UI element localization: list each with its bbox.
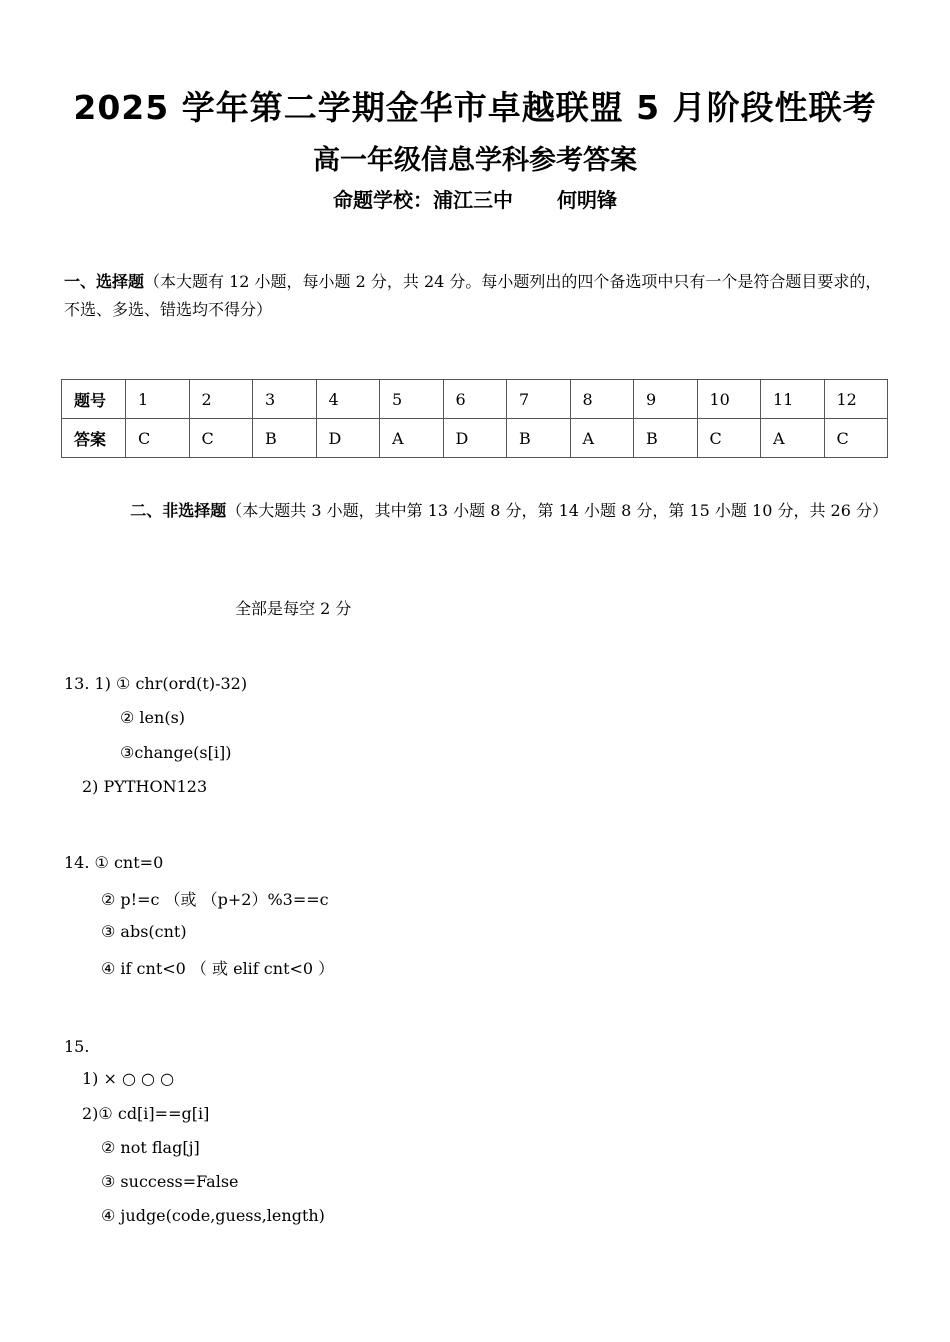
answer-cell: C <box>697 419 761 458</box>
answer-cell: C <box>189 419 253 458</box>
q15-answer-4: ③ success=False <box>101 1172 239 1191</box>
answer-cell: D <box>443 419 507 458</box>
q15-answer-1: 1) × ○ ○ ○ <box>82 1069 175 1088</box>
author-line <box>0 184 950 213</box>
answer-cell: A <box>380 419 444 458</box>
q14-answer-4: ④ if cnt<0 （ 或 elif cnt<0 ） <box>101 959 335 978</box>
q13-answer-2: ② len(s) <box>120 708 186 727</box>
q14-answer-2: ② p!=c （或 （p+2）%3==c <box>101 890 329 909</box>
question-number: 8 <box>570 380 634 419</box>
q14-answer-3: ③ abs(cnt) <box>101 922 187 941</box>
question-number: 7 <box>507 380 571 419</box>
table-row <box>62 380 888 419</box>
answer-cell: B <box>634 419 698 458</box>
question-number: 3 <box>253 380 317 419</box>
q13-answer-4: 2) PYTHON123 <box>82 777 208 796</box>
question-number: 9 <box>634 380 698 419</box>
section1-label: 一、选择题 <box>64 272 145 291</box>
q13-answer-3: ③change(s[i]) <box>120 743 232 762</box>
scoring-note: 全部是每空 2 分 <box>235 599 352 618</box>
q15-answer-3: ② not flag[j] <box>101 1138 200 1157</box>
question-number: 4 <box>316 380 380 419</box>
section2-label: 二、非选择题 <box>130 501 227 520</box>
answer-cell: D <box>316 419 380 458</box>
section2-heading <box>64 497 888 525</box>
section1-heading <box>64 268 888 324</box>
page-title: 2025 学年第二学期金华市卓越联盟 5 月阶段性联考 <box>73 88 877 127</box>
author-name: 何明锋 <box>557 188 617 212</box>
question-number: 12 <box>824 380 888 419</box>
row-header-number: 题号 <box>62 380 126 419</box>
q13-answer-1: 13. 1) ① chr(ord(t)-32) <box>64 674 248 693</box>
row-header-answer: 答案 <box>62 419 126 458</box>
question-number: 2 <box>189 380 253 419</box>
page-subtitle: 高一年级信息学科参考答案 <box>313 145 637 176</box>
table-row <box>62 419 888 458</box>
section2-description: （本大题共 3 小题，其中第 13 小题 8 分，第 14 小题 8 分，第 15 小题 10 分，共 26 分） <box>226 501 888 520</box>
q15-label: 15. <box>64 1037 90 1056</box>
answer-table <box>61 379 888 458</box>
question-number: 1 <box>126 380 190 419</box>
answer-cell: B <box>507 419 571 458</box>
question-number: 6 <box>443 380 507 419</box>
question-number: 5 <box>380 380 444 419</box>
q15-answer-2: 2)① cd[i]==g[i] <box>82 1104 210 1123</box>
answer-cell: A <box>761 419 825 458</box>
answer-cell: B <box>253 419 317 458</box>
question-number: 10 <box>697 380 761 419</box>
answer-cell: C <box>126 419 190 458</box>
q15-answer-5: ④ judge(code,guess,length) <box>101 1206 325 1225</box>
q14-answer-1: 14. ① cnt=0 <box>64 853 164 872</box>
section1-description: （本大题有 12 小题，每小题 2 分，共 24 分。每小题列出的四个备选项中只有一个是符合题目要求的，不选、多选、错选均不得分） <box>64 272 882 319</box>
answer-cell: A <box>570 419 634 458</box>
author-school: 命题学校：浦江三中 <box>333 188 513 212</box>
answer-cell: C <box>824 419 888 458</box>
question-number: 11 <box>761 380 825 419</box>
